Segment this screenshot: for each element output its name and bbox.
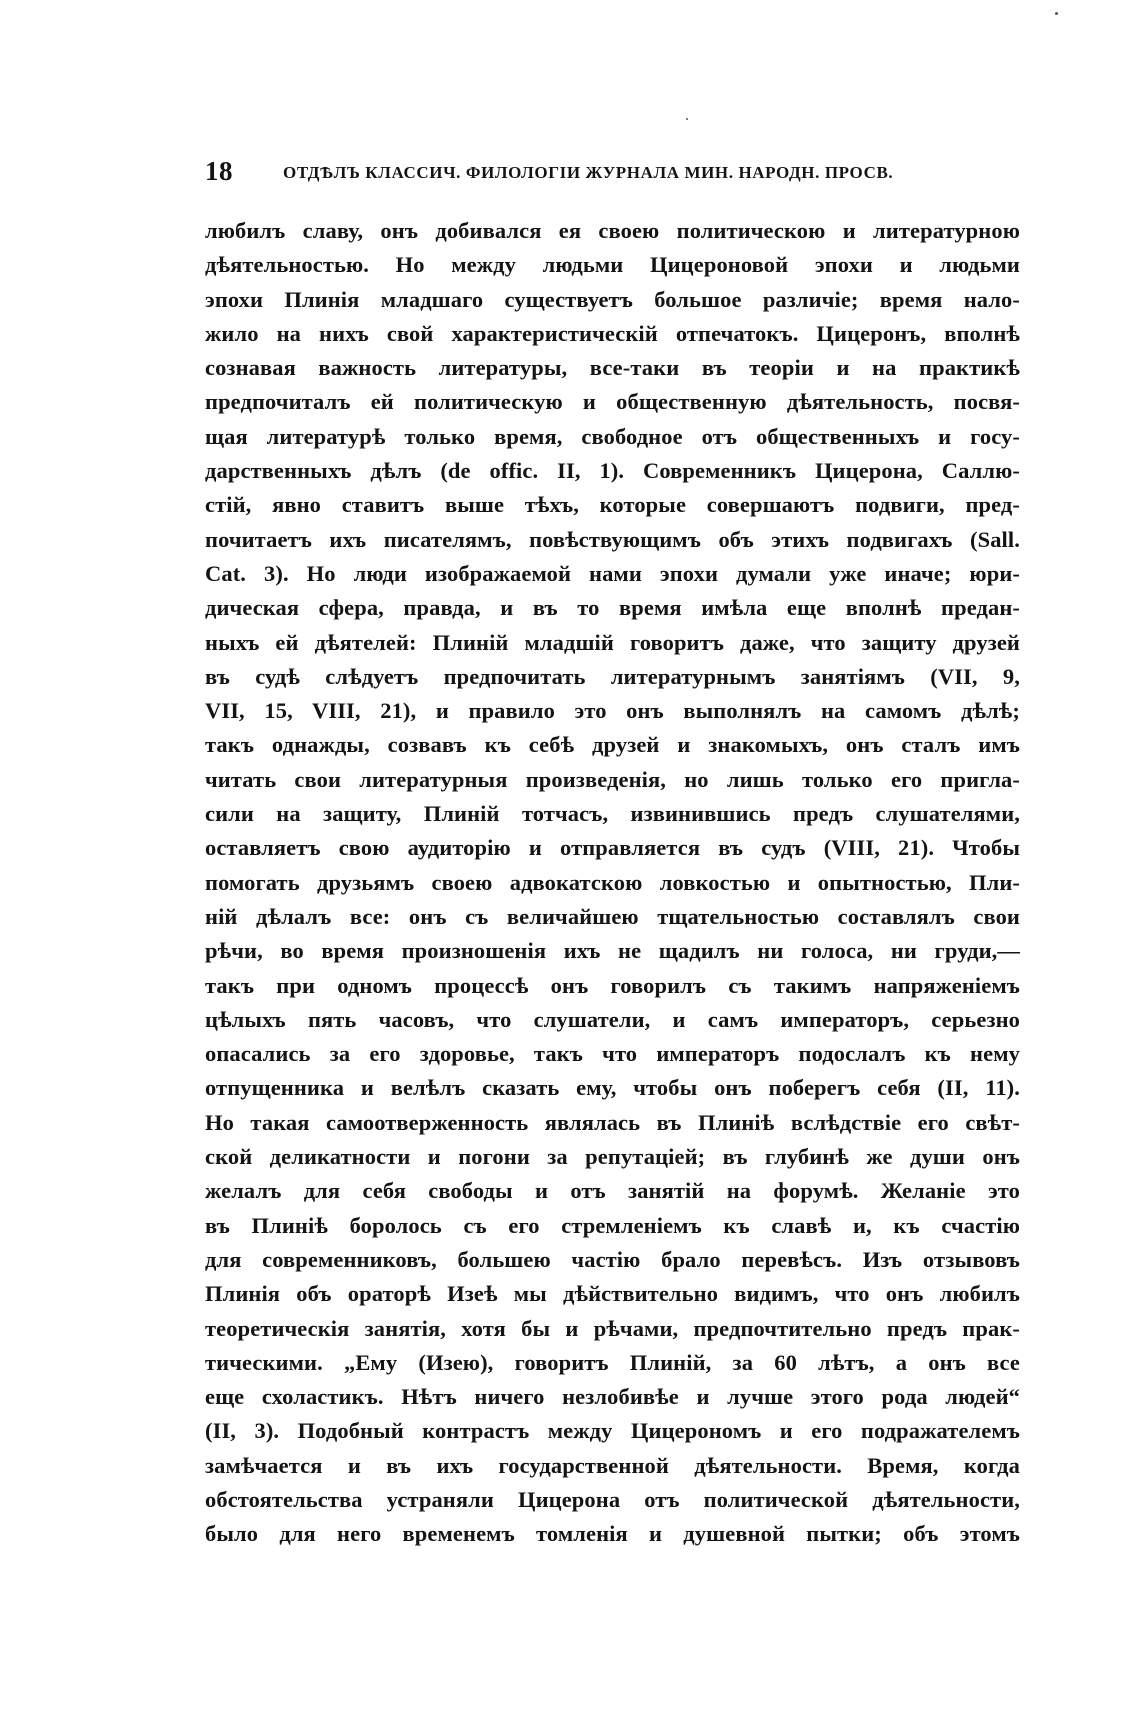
text-line: рѣчи, во время произношенія ихъ не щадилъ ни голоса, ни груди,—: [205, 938, 1020, 964]
text-line: опасались за его здоровье, такъ что императоръ подослалъ къ нему: [205, 1041, 1020, 1067]
text-line: обстоятельства устраняли Цицерона отъ политической дѣятельности,: [205, 1486, 1020, 1512]
text-line: дѣятельностью. Но между людьми Цицероновой эпохи и людьми: [205, 252, 1020, 278]
text-line: ской деликатности и погони за репутаціей; въ глубинѣ же души онъ: [205, 1144, 1020, 1170]
text-line: оставляетъ свою аудиторію и отправляется въ судъ (VIII, 21). Чтобы: [205, 835, 1020, 861]
text-line: щая литературѣ только время, свободное отъ общественныхъ и госу-: [205, 423, 1020, 449]
text-line: любилъ славу, онъ добивался ея своею политическою и литературною: [205, 218, 1020, 243]
text-line: жило на нихъ свой характеристическій отпечатокъ. Цицеронъ, вполнѣ: [205, 320, 1020, 346]
text-line: теоретическія занятія, хотя бы и рѣчами, предпочтительно предъ прак-: [205, 1315, 1020, 1341]
text-line: ныхъ ей дѣятелей: Плиній младшій говоритъ даже, что защиту друзей: [205, 629, 1020, 655]
text-line: Плинія объ ораторѣ Изеѣ мы дѣйствительно видимъ, что онъ любилъ: [205, 1281, 1020, 1307]
text-line: сознавая важность литературы, все-таки въ теоріи и на практикѣ: [205, 355, 1020, 381]
text-line: цѣлыхъ пять часовъ, что слушатели, и самъ императоръ, серьезно: [205, 1006, 1020, 1032]
text-line: читать свои литературныя произведенія, но лишь только его пригла-: [205, 766, 1020, 792]
text-line: было для него временемъ томленія и душевной пытки; объ этомъ: [205, 1521, 1020, 1547]
text-line: желалъ для себя свободы и отъ занятій на форумѣ. Желаніе это: [205, 1178, 1020, 1204]
text-line: помогать друзьямъ своею адвокатскою ловкостью и опытностью, Пли-: [205, 869, 1020, 895]
text-line: эпохи Плинія младшаго существуетъ большое различіе; время нало-: [205, 286, 1020, 312]
text-line: такъ при одномъ процессѣ онъ говорилъ съ такимъ напряженіемъ: [205, 972, 1020, 998]
page-number: 18: [205, 156, 233, 186]
scan-speck: [1055, 12, 1058, 15]
text-line: стій, явно ставитъ выше тѣхъ, которые совершаютъ подвиги, пред-: [205, 492, 1020, 518]
text-line: Cat. 3). Но люди изображаемой нами эпохи думали уже иначе; юри-: [205, 560, 1020, 586]
text-line: VII, 15, VIII, 21), и правило это онъ выполнялъ на самомъ дѣлѣ;: [205, 698, 1020, 724]
text-line: Но такая самоотверженность являлась въ Плиніѣ вслѣдствіе его свѣт-: [205, 1109, 1020, 1135]
text-line: (II, 3). Подобный контрастъ между Цицерономъ и его подражателемъ: [205, 1418, 1020, 1444]
text-line: отпущенника и велѣлъ сказать ему, чтобы онъ поберегъ себя (II, 11).: [205, 1075, 1020, 1101]
text-line: въ Плиніѣ боролось съ его стремленіемъ къ славѣ и, къ счастію: [205, 1212, 1020, 1238]
text-line: замѣчается и въ ихъ государственной дѣятельности. Время, когда: [205, 1452, 1020, 1478]
text-line: тическими. „Ему (Изею), говоритъ Плиній, за 60 лѣтъ, а онъ все: [205, 1349, 1020, 1375]
text-line: сили на защиту, Плиній тотчасъ, извинившись предъ слушателями,: [205, 801, 1020, 827]
text-line: такъ однажды, созвавъ къ себѣ друзей и знакомыхъ, онъ сталъ имъ: [205, 732, 1020, 758]
text-line: для современниковъ, большею частію брало перевѣсъ. Изъ отзывовъ: [205, 1246, 1020, 1272]
text-line: ній дѣлалъ все: онъ съ величайшею тщательностью составлялъ свои: [205, 903, 1020, 929]
scan-speck: [686, 118, 688, 120]
text-line: почитаетъ ихъ писателямъ, повѣствующимъ объ этихъ подвигахъ (Sall.: [205, 526, 1020, 552]
text-line: еще схоластикъ. Нѣтъ ничего незлобивѣе и лучше этого рода людей“: [205, 1384, 1020, 1410]
text-line: предпочиталъ ей политическую и общественную дѣятельность, посвя-: [205, 389, 1020, 415]
text-line: дическая сфера, правда, и въ то время имѣла еще вполнѣ предан-: [205, 595, 1020, 621]
text-line: дарственныхъ дѣлъ (de offic. II, 1). Современникъ Цицерона, Саллю-: [205, 458, 1020, 484]
running-title: ОТДѢЛЪ КЛАССИЧ. ФИЛОЛОГІИ ЖУРНАЛА МИН. НАРОДН. ПРОСВ.: [283, 163, 894, 182]
page-header: [205, 156, 1025, 192]
body-text: [205, 214, 1020, 1552]
text-line: въ судѣ слѣдуетъ предпочитать литературнымъ занятіямъ (VII, 9,: [205, 663, 1020, 689]
